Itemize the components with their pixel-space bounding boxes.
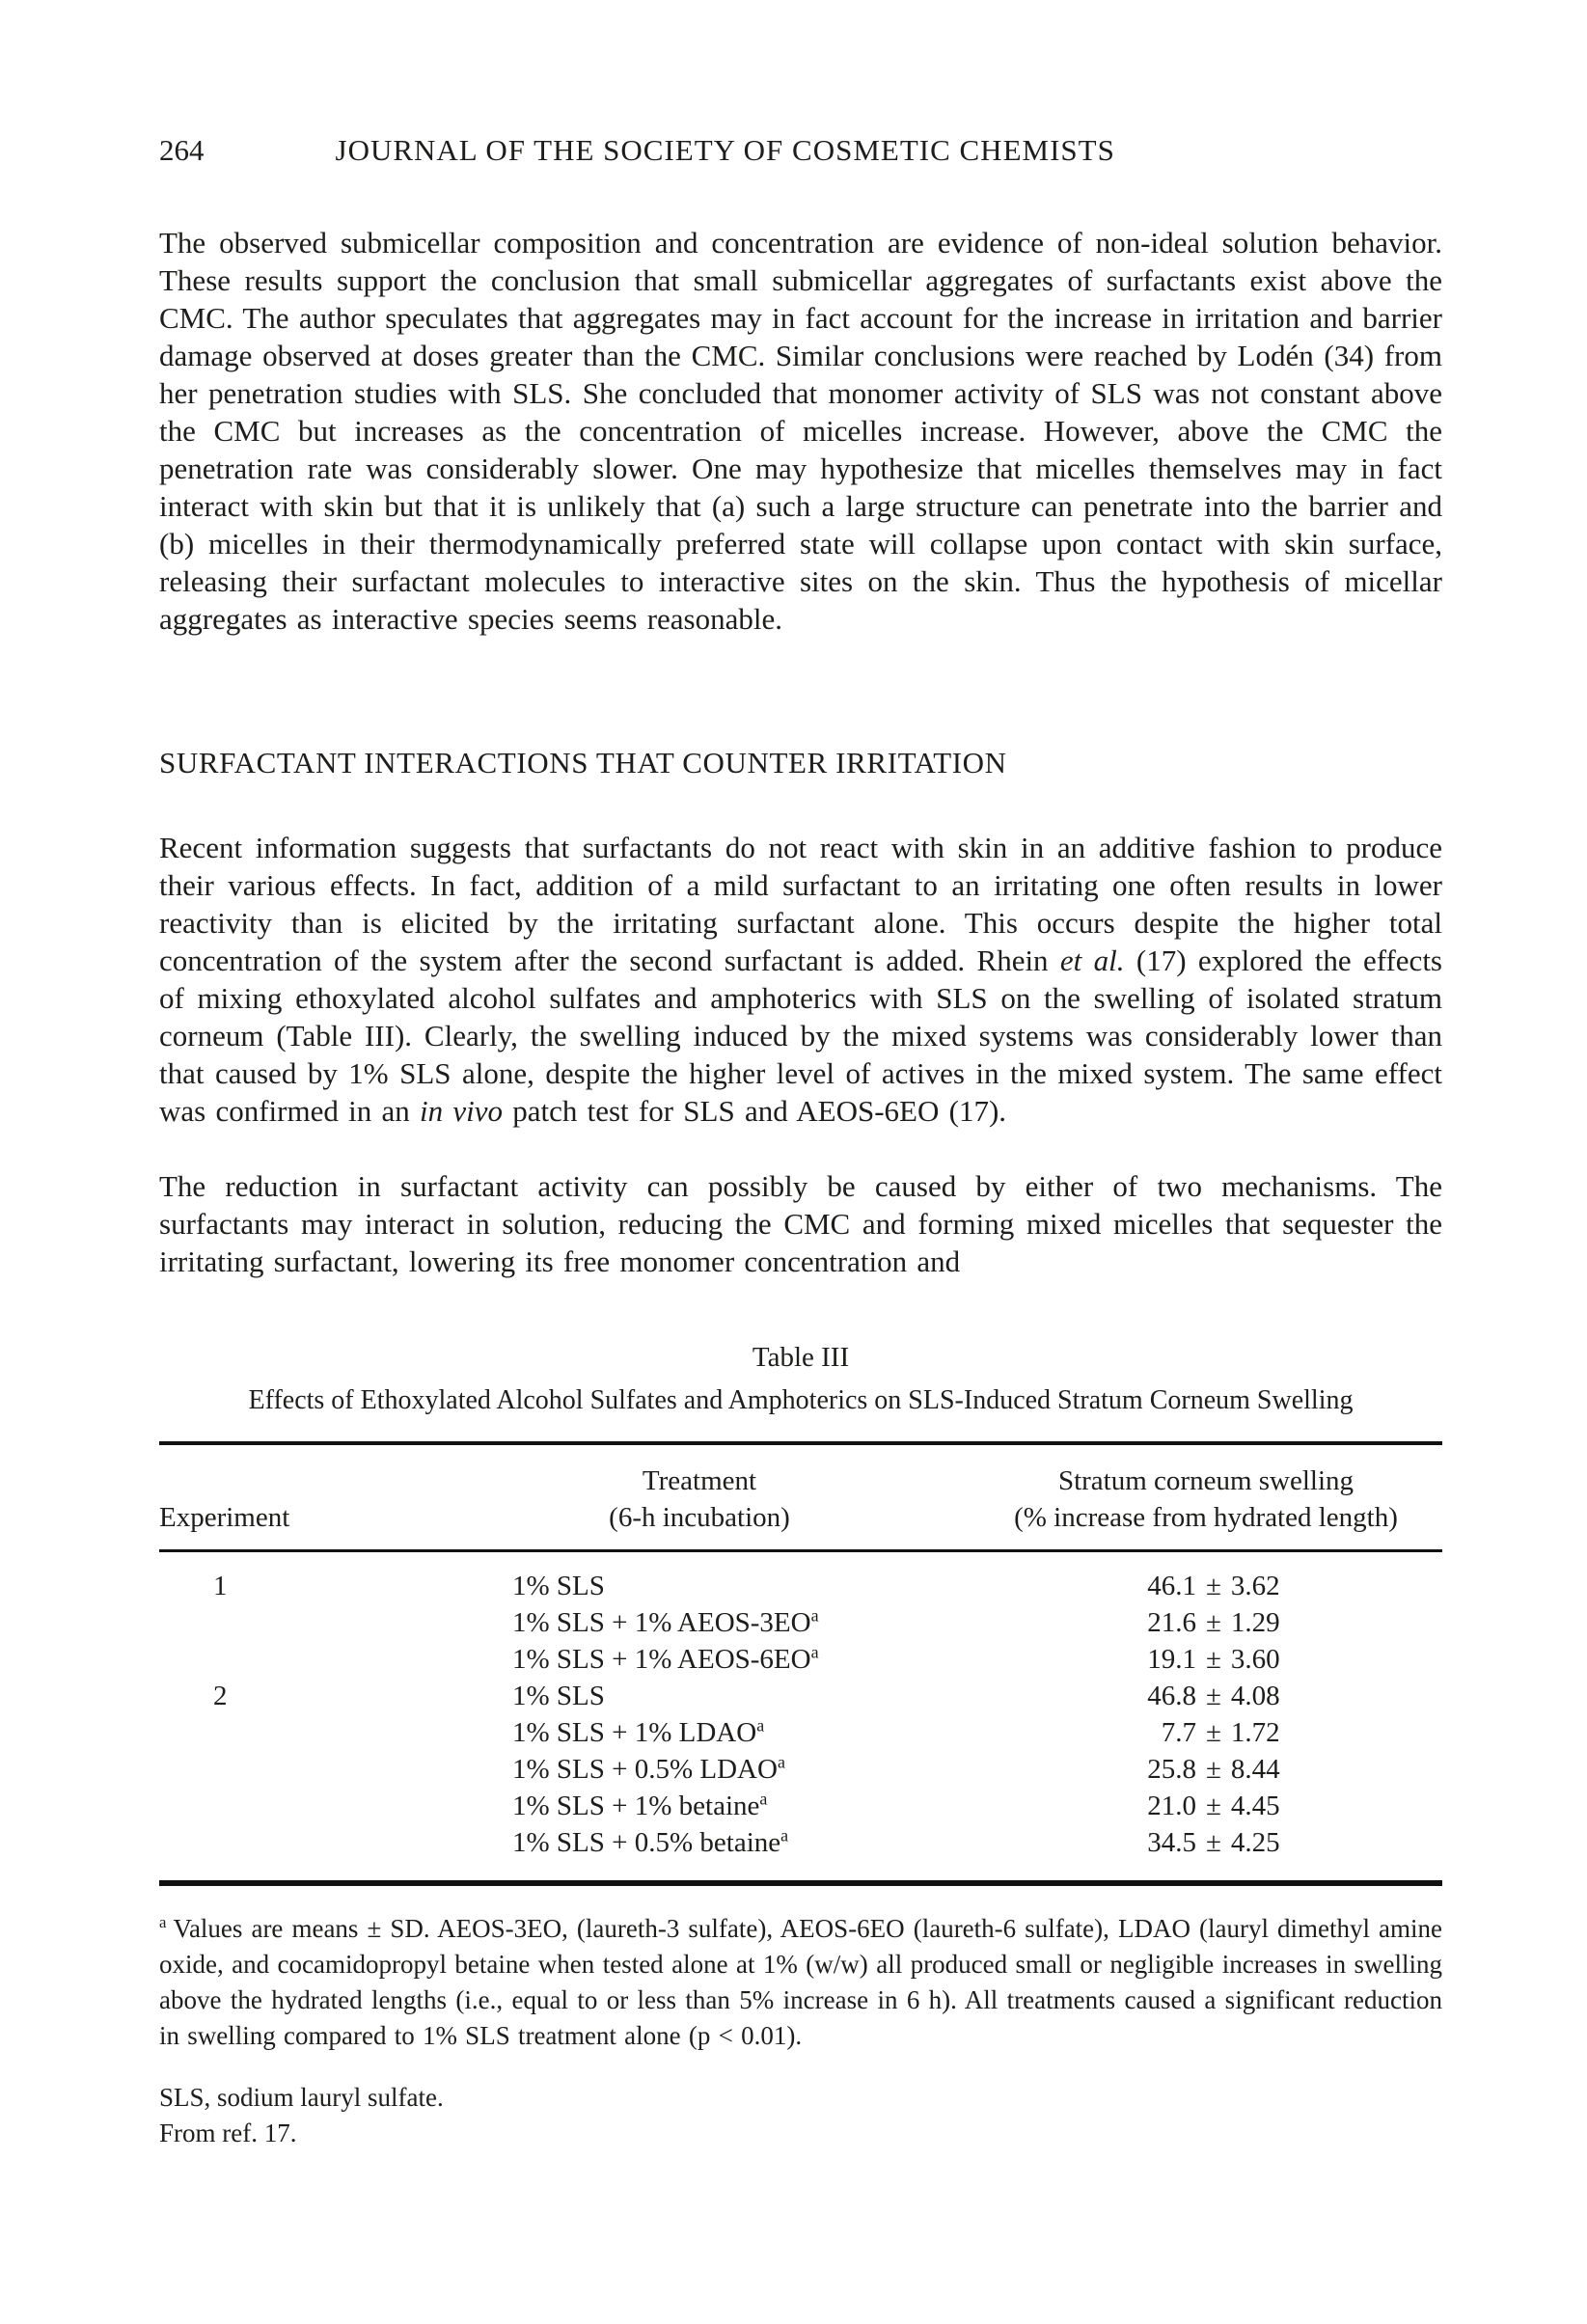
footnote-marker: a [810,1605,819,1626]
plus-minus: ± [1206,1827,1221,1858]
plus-minus: ± [1206,1571,1221,1601]
table-title: Table III [752,1342,850,1373]
treatment-cell [429,1678,970,1714]
plus-minus: ± [1206,1681,1221,1711]
value-sd: 3.60 [1230,1644,1280,1675]
value-mean: 25.8 [1147,1754,1196,1785]
table-iii-block [159,1342,1442,2151]
paragraph-counter-irritation [159,829,1442,1130]
treatment-cell [429,1604,970,1641]
column-header-experiment: Experiment [159,1502,290,1533]
value-mean: 46.1 [1147,1571,1196,1601]
experiment-cell [159,1641,429,1678]
paragraph-submicellar: The observed submicellar composition and concentration are evidence of non-ideal solution behavior. These results support the conclusion that small submicellar aggregates of surfactants exist above the CMC. The author speculates that aggregates may in fact account for the increase in irritation and barrier damage observed at doses greater than the CMC. Similar conclusions were reached by Lodén (34) from her penetration studies with SLS. She concluded that monomer activity of SLS was not constant above the CMC but increases as the concentration of micelles increase. However, above the CMC the penetration rate was considerably slower. One may hypothesize that micelles themselves may in fact interact with skin but that it is unlikely that (a) such a large structure can penetrate into the barrier and (b) micelles in their thermodynamically preferred state will collapse upon contact with skin surface, releasing their surfactant molecules to interactive sites on the skin. Thus the hypothesis of micellar aggregates as interactive species seems reasonable. [159,226,1442,636]
footnote-marker: a [777,1752,785,1772]
table-body [159,1552,1442,1886]
swelling-cell [970,1568,1442,1604]
value-sd: 8.44 [1230,1754,1280,1785]
footnote-marker: a [780,1825,789,1846]
section-heading: SURFACTANT INTERACTIONS THAT COUNTER IRRITATION [159,746,1007,779]
value-mean: 46.8 [1147,1681,1196,1711]
column-header-swelling-line1: Stratum corneum swelling [1057,1465,1354,1496]
value-sd: 4.25 [1230,1827,1280,1858]
column-header-swelling-line2: (% increase from hydrated length) [1014,1502,1398,1533]
value-sd: 3.62 [1230,1571,1280,1601]
experiment-cell [159,1751,429,1788]
column-header-treatment-line1: Treatment [642,1465,757,1496]
swelling-cell [970,1641,1442,1678]
swelling-cell [970,1714,1442,1751]
page-number: 264 [159,133,205,167]
table-caption: Effects of Ethoxylated Alcohol Sulfates and Amphoterics on SLS-Induced Stratum Corneum Swelling [248,1385,1354,1415]
value-mean: 34.5 [1147,1827,1196,1858]
plus-minus: ± [1206,1644,1221,1675]
treatment-cell [429,1788,970,1824]
experiment-cell: 1 [213,1571,228,1601]
swelling-cell [970,1678,1442,1714]
footnote-marker: a [759,1789,768,1809]
table-row [159,1568,1442,1604]
swelling-cell [970,1788,1442,1824]
treatment-cell [429,1751,970,1788]
footnote-marker: a [159,1913,167,1931]
paragraph-segment: (17) explored the effects of mixing ethoxylated alcohol sulfates and amphoterics with SLS on the swelling of isolated stratum corneum (Table III). Clearly, the swelling induced by the mixed systems was considerably lower than that caused by 1% SLS alone, despite the higher level of actives in the mixed system. The same effect was confirmed in an [159,943,1442,1128]
footnote-source: From ref. 17. [159,2119,297,2147]
swelling-cell [970,1751,1442,1788]
treatment-cell [429,1641,970,1678]
experiment-cell [159,1714,429,1751]
treatment-label: 1% SLS [512,1571,605,1601]
paragraph-segment-italic: in vivo [419,1094,503,1128]
treatment-cell [429,1568,970,1604]
footnote-marker: a [810,1642,819,1662]
paragraph-segment: patch test for SLS and AEOS-6EO (17). [502,1094,1007,1128]
experiment-cell [159,1604,429,1641]
experiment-cell [159,1788,429,1824]
footnote-marker: a [756,1715,765,1736]
page-content [159,0,1442,2151]
table-iii [159,1441,1442,1886]
value-mean: 7.7 [1161,1717,1196,1748]
experiment-cell [159,1824,429,1861]
experiment-cell: 2 [213,1681,228,1711]
footnote-sls-definition: SLS, sodium lauryl sulfate. [159,2083,444,2112]
paragraph-segment: Recent information suggests that surfactants do not react with skin in an additive fashion to produce their various effects. In fact, addition of a mild surfactant to an irritating one often results in lower reactivity than is elicited by the irritating surfactant alone. This occurs despite the higher total concentration of the system after the second surfactant is added. Rhein [159,831,1442,977]
footnote-text: Values are means ± SD. AEOS-3EO, (laureth-3 sulfate), AEOS-6EO (laureth-6 sulfate), LDAO (lauryl dimethyl amine oxide, and cocamidopropyl betaine when tested alone at 1% (w/w) all produced small or negligible increases in swelling above the hydrated lengths (i.e., equal to or less than 5% increase in 6 h). All treatments caused a significant reduction in swelling compared to 1% SLS treatment alone (p < 0.01). [159,1914,1442,2050]
value-mean: 21.6 [1147,1607,1196,1638]
paragraph-reduction-mechanisms: The reduction in surfactant activity can possibly be caused by either of two mechanisms. The surfactants may interact in solution, reducing the CMC and forming mixed micelles that sequester the irritating surfactant, lowering its free monomer concentration and [159,1169,1442,1278]
table-footnote [159,1911,1442,2054]
paragraph-segment-italic: et al. [1059,943,1125,977]
value-sd: 4.08 [1230,1681,1280,1711]
running-head [159,0,1442,168]
plus-minus: ± [1206,1607,1221,1638]
column-header-treatment-line2: (6-h incubation) [609,1502,790,1533]
table-row [159,1751,1442,1788]
treatment-label: 1% SLS + 0.5% betaine [512,1827,781,1858]
table-row [159,1714,1442,1751]
column-header-swelling [970,1463,1442,1536]
table-row [159,1678,1442,1714]
treatment-cell [429,1824,970,1861]
plus-minus: ± [1206,1791,1221,1821]
treatment-label: 1% SLS + 1% AEOS-3EO [512,1607,811,1638]
treatment-label: 1% SLS + 0.5% LDAO [512,1754,778,1785]
value-mean: 21.0 [1147,1791,1196,1821]
plus-minus: ± [1206,1717,1221,1748]
table-header-row [159,1445,1442,1552]
treatment-label: 1% SLS + 1% LDAO [512,1717,757,1748]
table-row [159,1788,1442,1824]
table-row [159,1824,1442,1861]
value-sd: 1.29 [1230,1607,1280,1638]
plus-minus: ± [1206,1754,1221,1785]
swelling-cell [970,1604,1442,1641]
treatment-label: 1% SLS + 1% betaine [512,1791,760,1821]
treatment-cell [429,1714,970,1751]
treatment-label: 1% SLS [512,1681,605,1711]
table-row [159,1641,1442,1678]
treatment-label: 1% SLS + 1% AEOS-6EO [512,1644,811,1675]
table-row [159,1604,1442,1641]
value-sd: 4.45 [1230,1791,1280,1821]
value-sd: 1.72 [1230,1717,1280,1748]
journal-title: JOURNAL OF THE SOCIETY OF COSMETIC CHEMISTS [335,133,1115,167]
value-mean: 19.1 [1147,1644,1196,1675]
swelling-cell [970,1824,1442,1861]
column-header-treatment [429,1463,970,1536]
